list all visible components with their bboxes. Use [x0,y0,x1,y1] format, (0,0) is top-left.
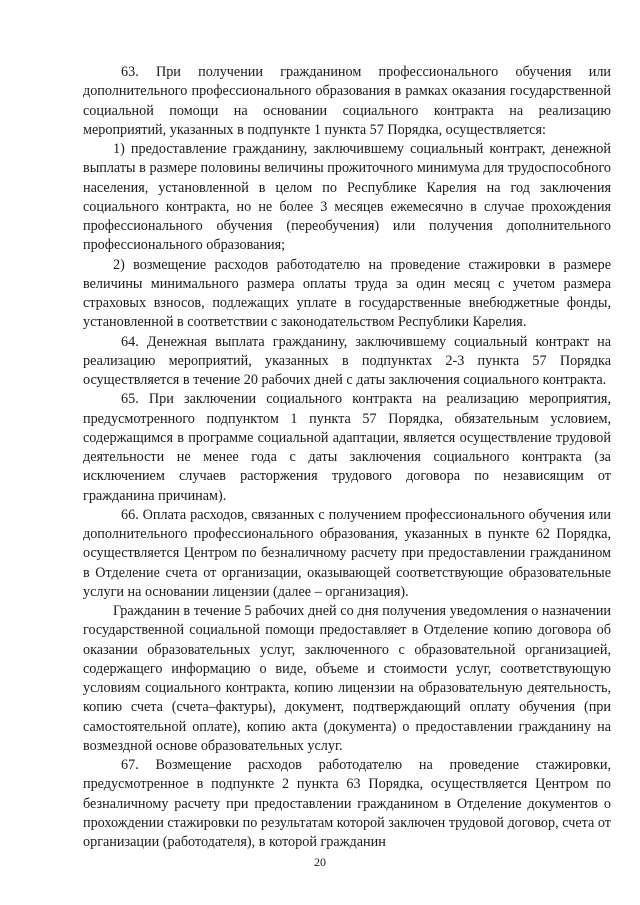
paragraph-65: 65. При заключении социального контракта на реализацию мероприятия, предусмотренного подпунктом 1 пункта 57 Порядка, обязательным условием, содержащимся в программе социальной адаптации, является осуществление трудовой деятельности не менее года с даты заключения социального контракта (за исключением случаев расторжения трудового договора по независящим от гражданина причинам). [83,391,611,504]
paragraph-63: 63. При получении гражданином профессионального обучения или дополнительного профессионального образования в рамках оказания государственной социальной помощи на основании социального контракта на реализацию мероприятий, указанных в подпункте 1 пункта 57 Порядка, осуществляется: [83,64,611,138]
document-body [83,63,611,852]
paragraph-63-item-2: 2) возмещение расходов работодателю на проведение стажировки в размере величины минимального размера оплаты труда за один месяц с учетом размера страховых взносов, подлежащих уплате в государственные внебюджетные фонды, установленной в соответствии с законодательством Республики Карелия. [83,256,611,331]
paragraph-66-continued: Гражданин в течение 5 рабочих дней со дня получения уведомления о назначении государственной социальной помощи предоставляет в Отделение копию договора об оказании образовательных услуг, заключенного с образовательной организацией, содержащего информацию о виде, объеме и стоимости услуг, соответствующую условиям социального контракта, копию лицензии на образовательную деятельность, копию счета (счета–фактуры), документ, подтверждающий оплату обучения (при самостоятельной оплате), копию акта (документа) о предоставлении гражданину на возмездной основе образовательных услуг. [83,603,611,754]
paragraph-63-item-1: 1) предоставление гражданину, заключившему социальный контракт, денежной выплаты в размере половины величины прожиточного минимума для трудоспособного населения, установленной в целом по Республике Карелия на год заключения социального контракта, но не более 3 месяцев ежемесячно в случае прохождения профессионального обучения (переобучения) или получения дополнительного профессионального образования; [83,141,611,254]
paragraph-67: 67. Возмещение расходов работодателю на проведение стажировки, предусмотренное в подпункте 2 пункта 63 Порядка, осуществляется Центром по безналичному расчету при предоставлении гражданином в Отделение документов о прохождении стажировки по результатам которой заключен трудовой договор, счета от организации (работодателя), в которой гражданин [83,757,611,850]
page-number: 20 [314,855,326,869]
paragraph-64: 64. Денежная выплата гражданину, заключившему социальный контракт на реализацию мероприятий, указанных в подпунктах 2-3 пункта 57 Порядка осуществляется в течение 20 рабочих дней с даты заключения социального контракта. [83,333,611,388]
paragraph-66: 66. Оплата расходов, связанных с получением профессионального обучения или дополнительного профессионального образования, указанных в пункте 62 Порядка, осуществляется Центром по безналичному расчету при предоставлении гражданином в Отделение счета от организации, оказывающей соответствующие образовательные услуги на основании лицензии (далее – организация). [83,506,611,600]
